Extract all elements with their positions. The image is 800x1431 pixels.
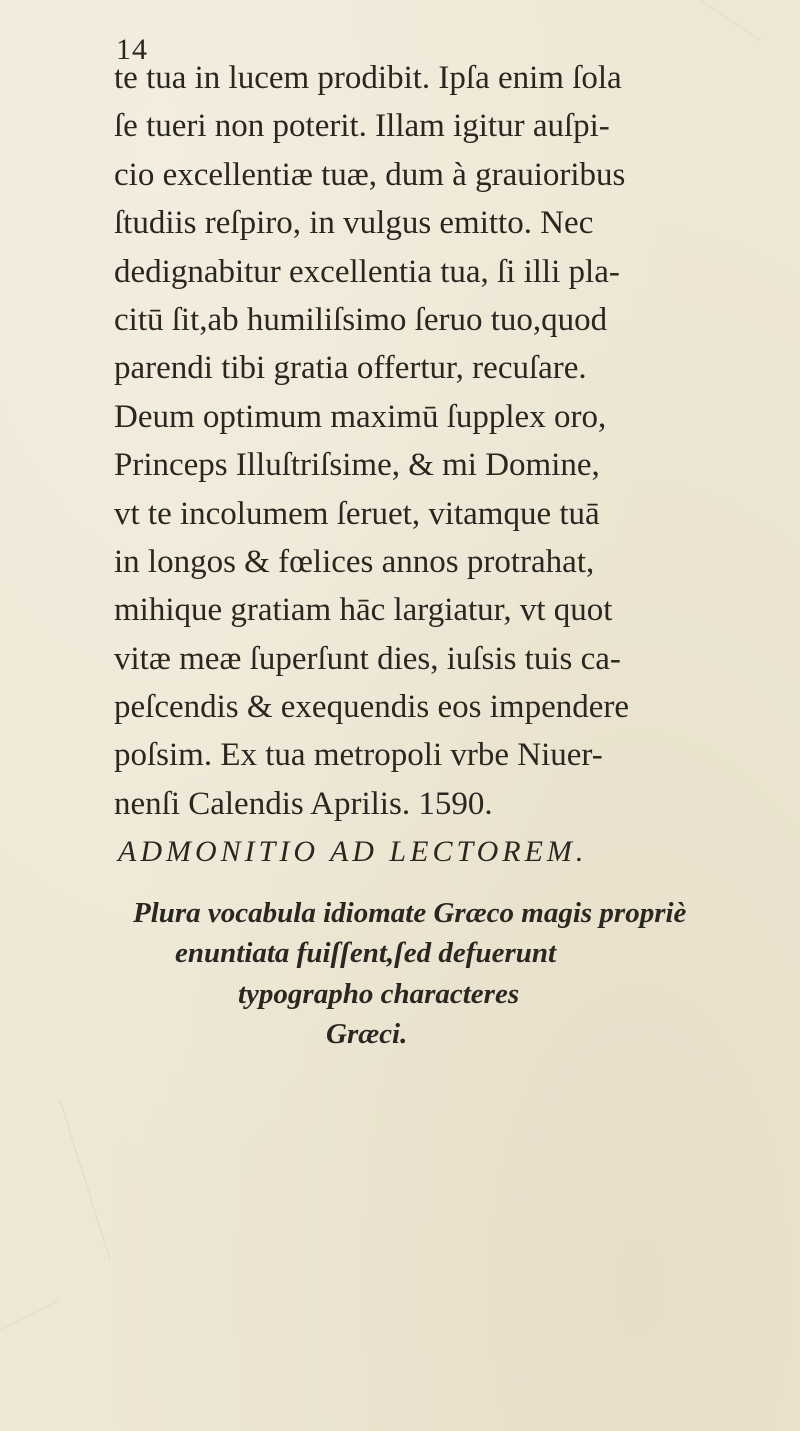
text-line: citū ſit,ab humiliſsimo ſeruo tuo,quod [114,301,608,338]
text-line: cio excellentiæ tuæ, dum à grauioribus [114,156,626,193]
text-line: vt te incolumem ſeruet, vitamque tuā [114,495,600,532]
notice-line: Græci. [326,1017,408,1050]
page-number: 14 [116,33,148,66]
text-line: ſtudiis reſpiro, in vulgus emitto. Nec [114,205,594,242]
text-line: poſsim. Ex tua metropoli vrbe Niuer- [114,737,603,774]
text-line: dedignabitur excellentia tua, ſi illi pla- [114,253,620,290]
text-line: parendi tibi gratia offertur, recuſare. [114,350,587,387]
notice-line: Plura vocabula idiomate Græco magis propriè [133,897,687,929]
text-line: peſcendis & exequendis eos impendere [114,689,629,726]
text-line: ſe tueri non poterit. Illam igitur auſpi- [114,108,610,145]
notice-line: typographo characteres [238,977,520,1010]
text-line: in longos & fœlices annos protrahat, [114,543,595,580]
text-line: nenſi Calendis Aprilis. 1590. [114,785,493,822]
notice-text [0,893,800,1054]
text-line: vitæ meæ ſuperſunt dies, iuſsis tuis ca- [114,640,621,677]
text-line: Princeps Illuſtriſsime, & mi Domine, [114,447,600,484]
notice-line: enuntiata fuiſſent,ſed defuerunt [175,937,557,970]
text-line: Deum optimum maximū ſupplex oro, [114,398,607,435]
dedication-text [114,54,774,828]
section-heading: ADMONITIO AD LECTOREM. [118,835,588,868]
text-line: mihique gratiam hāc largiatur, vt quot [114,592,613,629]
text-line: te tua in lucem prodibit. Ipſa enim ſola [114,60,622,96]
